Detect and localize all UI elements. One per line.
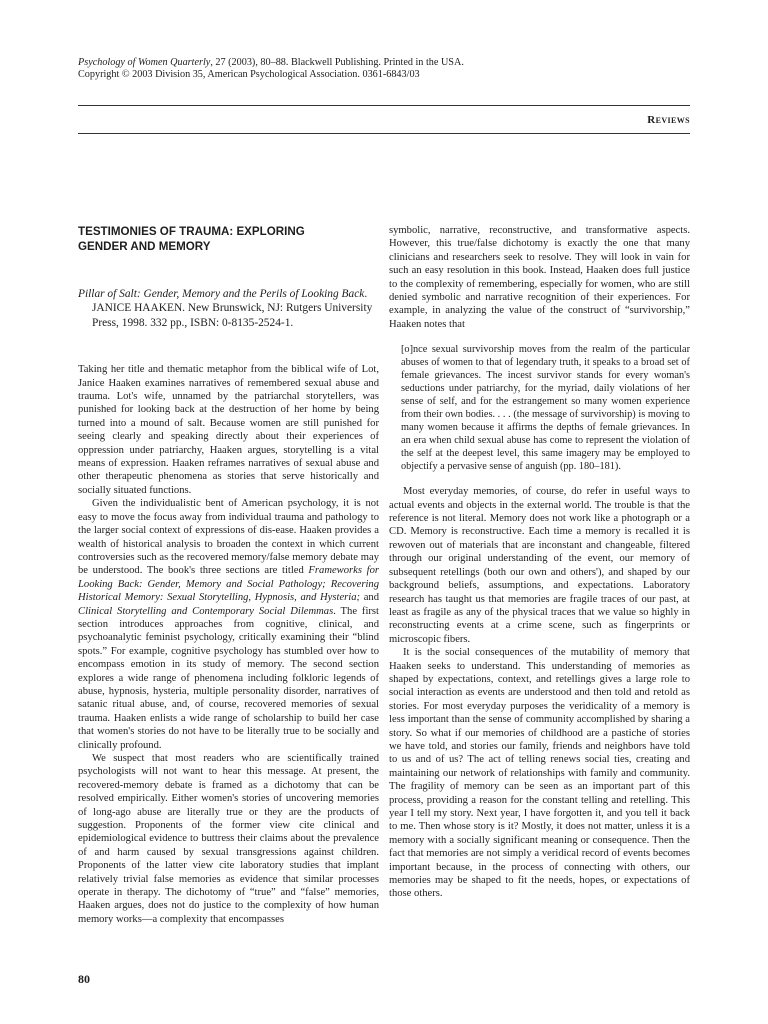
paragraph-2: [78, 497, 379, 752]
paragraph-5: Most everyday memories, of course, do refer in useful ways to actual events and objects in the external world. The trouble is that the reference is not literal. Memory does not work like a photograph or a CD. Memory is reconstructive. Each time a memory is recalled it is rewoven out of materials that are inconstant and changeable, filtered through our original understanding of the event, our memory of subsequent retellings (both our own and others'), and shaped by our background beliefs, assumptions, and expectations. Laboratory research has taught us that memories are fragile traces of our past, at least as fragile as any of the physical traces that we value so highly in reconstructing events at a crime scene, such as fingerprints or microscopic fibers.: [389, 486, 690, 645]
paragraph-1: Taking her title and thematic metaphor from the biblical wife of Lot, Janice Haaken examines narratives of remembered sexual abuse and trauma. Lot's wife, unnamed by the patriarchal storytellers, was punished for looking back at the destruction of her home by being turned into a mound of salt. Because women are still punished for seeing clearly and speaking directly about their experiences of oppression under patriarchy, Haaken argues, storytelling is a vital means of expression. Haaken reframes narratives of sexual abuse and other therapeutic phenomena as stories that serve historically and socially situated functions.: [78, 364, 379, 496]
section-titles-1: Frameworks for Looking Back: Gender, Memory and Social Pathology; Recovering Historical Memory: Sexual Storytelling, Hypnosis, and Hysteria;: [78, 565, 379, 604]
article-title: [78, 224, 379, 254]
journal-name: Psychology of Women Quarterly: [78, 57, 211, 68]
book-title: Pillar of Salt: Gender, Memory and the Perils of Looking Back: [78, 288, 365, 300]
section-title-3: Clinical Storytelling and Contemporary Social Dilemmas: [78, 605, 334, 617]
paragraph-2-rest: . The first section introduces approaches from cognitive, clinical, and psychoanalytic feminist psychology, critically examining their “blind spots.” For example, cognitive psychology has stumbled over how to encompass emotion in its study of memory. The second section explores a wide range of phenomena including folkloric legends of abuse, hypnosis, hysteria, multiple personality disorder, narratives of satanic ritual abuse, and, of course, recovered memories of sexual trauma. Haaken enlists a wide range of scholarship to build her case that women's stories do not have to be literally true to be socially and clinically profound.: [78, 605, 379, 751]
paragraph-4: symbolic, narrative, reconstructive, and transformative aspects. However, this true/false dichotomy is exactly the one that many clinicians and researchers seek to resolve. They will look in vain for such an easy resolution in this book. Instead, Haaken does full justice to the complexity of remembering, especially for women, who are still denied symbolic and narrative recognition of their experiences. For example, in analyzing the value of the construct of “survivorship,” Haaken notes that: [389, 225, 690, 330]
copyright-line: Copyright © 2003 Division 35, American Psychological Association. 0361-6843/03: [78, 69, 420, 80]
running-header: [78, 57, 698, 81]
journal-citation-line: [78, 57, 698, 69]
header-rule-top: [78, 105, 690, 106]
left-column: [78, 224, 379, 926]
article-title-line-2: GENDER AND MEMORY: [78, 240, 211, 253]
paragraph-3: We suspect that most readers who are scientifically trained psychologists will not want to hear this message. At present, the recovered-memory debate is framed as a dichotomy that can be resolved empirically. Either women's stories of uncovering memories of long-ago abuse are literally true or they are the products of suggestion. Proponents of the former view cite clinical and epidemiological evidence to buttress their claims about the prevalence of and harm caused by sexual transgressions against children. Proponents of the latter view cite laboratory studies that implant relatively trivial false memories as evidence that similar processes operate in therapy. The dichotomy of “true” and “false” memories, Haaken argues, does not do justice to the complexity of how human memory works—a complexity that encompasses: [78, 753, 379, 925]
block-quote-text: [o]nce sexual survivorship moves from the realm of the particular abuses of women to that of legendary truth, it speaks to a broad set of female grievances. The incest survivor stands for every woman's seductions under patriarchy, for the myriad, daily violations of her sense of self, and for the estrangement so many women experience from their own bodies. . . . (the message of survivorship) is moving to many women because it affirms the depths of female grievances. In an era when child sexual abuse has come to represent the violation of the self at the deepest level, this same imagery may be employed to objectify a pervasive sense of anguish (pp. 180–181).: [401, 344, 690, 473]
right-column: [389, 224, 690, 901]
block-quote: [389, 343, 690, 473]
book-details: . JANICE HAAKEN. New Brunswick, NJ: Rutgers University Press, 1998. 332 pp., ISBN: 0-8135-2524-1.: [92, 288, 373, 329]
page-number: 80: [78, 972, 90, 986]
header-rule-bottom: [78, 133, 690, 134]
conjunction: and: [360, 592, 380, 604]
book-citation: [78, 287, 379, 330]
paragraph-2-intro: Given the individualistic bent of American psychology, it is not easy to move the focus away from individual trauma and pathology to the larger social context of expressions of dis-ease. Haaken provides a wealth of historical analysis to broaden the context in which current controversies such as the recovered memory/false memory debate may be understood. The book's three sections are titled: [78, 498, 379, 577]
paragraph-6: It is the social consequences of the mutability of memory that Haaken seeks to understand. This understanding of memories as shaped by expectations, context, and retellings gives a large role to social interaction as events are understood and then told and retold as stories. For most everyday purposes the veridicality of a memory is less important than the sense of community accomplished by sharing a story. So what if our memories of childhood are a pastiche of stories we have told, and stories our family, friends and neighbors have told to us and of us? The act of telling renews social ties, creating and maintaining our network of relationships with family and community. The fragility of memory can be seen as an important part of this process, providing a reason for the constant telling and retelling. This year I tell my story. Next year, I have forgotten it, and you tell it back to me. Then whose story is it? Mostly, it does not matter, unless it is a memory with a socially significant meaning or consequence. Then the fact that memories are not simply a veridical record of events becomes important because, in the process of connecting with others, our memories may be shaped to fit the needs, hopes, or expectations of those others.: [389, 647, 690, 900]
article-title-line-1: TESTIMONIES OF TRAUMA: EXPLORING: [78, 225, 305, 238]
section-label: Reviews: [647, 114, 690, 126]
journal-volume-info: , 27 (2003), 80–88. Blackwell Publishing. Printed in the USA.: [210, 57, 464, 68]
